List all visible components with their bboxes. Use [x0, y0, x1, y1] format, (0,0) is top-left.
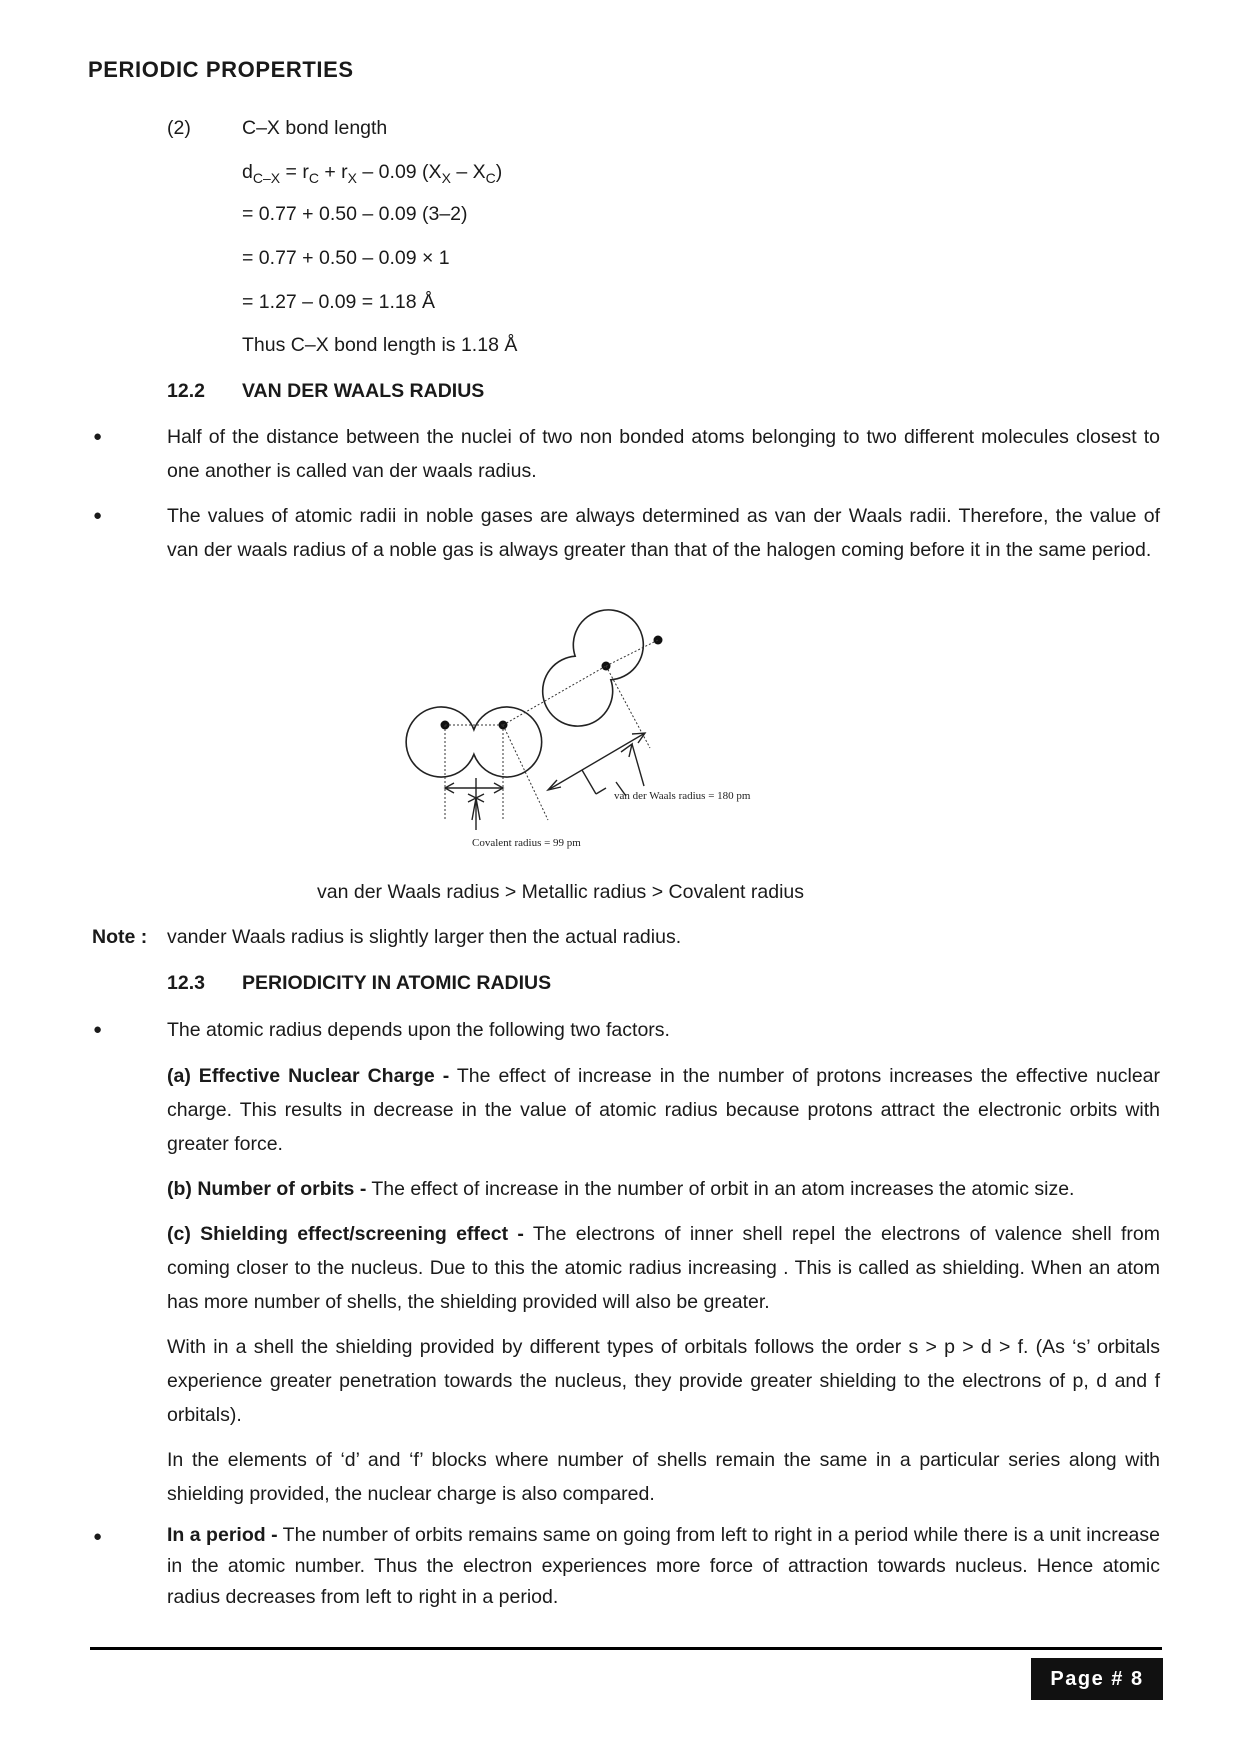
factor-b-paragraph: [167, 1172, 1160, 1206]
bullet-icon: ●: [93, 428, 103, 445]
note-label: Note :: [92, 926, 148, 948]
section-12-2-bullet-2: The values of atomic radii in noble gases are always determined as van der Waals radii. Therefore, the value of van der waals radius of a noble gas is always greater than that of the halogen coming before it in the same period.: [167, 505, 1160, 561]
factor-c-title: (c) Shielding effect/screening effect -: [167, 1223, 524, 1245]
calc-label-number: (2): [167, 117, 191, 139]
factor-b-title: (b) Number of orbits -: [167, 1178, 367, 1200]
section-12-2-bullet-1: Half of the distance between the nuclei of two non bonded atoms belonging to two different molecules closest to one another is called van der waals radius.: [167, 426, 1160, 482]
covalent-radius-label: Covalent radius = 99 pm: [472, 837, 581, 849]
factor-a-text: The effect of increase in the number of protons increases the effective nuclear charge. This results in decrease in the value of atomic radius because protons attract the electronic orbits with greater force.: [167, 1065, 1160, 1155]
shielding-order-paragraph: With in a shell the shielding provided by different types of orbitals follows the order s > p > d > f. (As ‘s’ orbitals experience greater penetration towards the nucleus, they provide greater shielding to the electrons of p, d and f orbitals).: [167, 1336, 1160, 1426]
footer-rule: [90, 1647, 1162, 1650]
factor-c-text: The electrons of inner shell repel the electrons of valence shell from coming closer to the nucleus. Due to this the atomic radius increasing . This is called as shielding. When an atom has more number of shells, the shielding provided will also be greater.: [167, 1223, 1160, 1313]
page-number-badge: Page # 8: [1031, 1658, 1163, 1700]
left-molecule-outline: [406, 707, 542, 777]
vdw-dimension-line: [548, 733, 645, 790]
in-a-period-paragraph: [167, 1520, 1160, 1613]
radius-comparison: van der Waals radius > Metallic radius > Covalent radius: [317, 881, 805, 903]
van-der-waals-diagram: [400, 598, 800, 858]
right-molecule-outline: [543, 610, 644, 726]
calc-step-2: = 0.77 + 0.50 – 0.09 × 1: [242, 247, 450, 269]
note-text: vander Waals radius is slightly larger then the actual radius.: [167, 926, 682, 948]
bullet-icon: ●: [93, 1021, 103, 1038]
in-a-period-title: In a period -: [167, 1524, 278, 1546]
section-12-2-title: VAN DER WAALS RADIUS: [242, 380, 485, 402]
calc-step-1: = 0.77 + 0.50 – 0.09 (3–2): [242, 203, 468, 225]
bullet-icon: ●: [93, 507, 103, 524]
d-f-block-paragraph: In the elements of ‘d’ and ‘f’ blocks where number of shells remain the same in a particular series along with shielding provided, the nuclear charge is also compared.: [167, 1449, 1160, 1505]
calc-label-text: C–X bond length: [242, 117, 388, 139]
calc-step-3: = 1.27 – 0.09 = 1.18 Å: [242, 291, 435, 313]
section-12-3-number: 12.3: [167, 972, 205, 994]
calc-conclusion: Thus C–X bond length is 1.18 Å: [242, 334, 518, 356]
factor-c-paragraph: [167, 1217, 1160, 1319]
in-a-period-text: The number of orbits remains same on going from left to right in a period while there is a unit increase in the atomic number. Thus the electron experiences more force of attraction towards nucleus. Hence atomic radius decreases from left to right in a period.: [167, 1524, 1160, 1608]
section-12-3-bullet-1: The atomic radius depends upon the following two factors.: [167, 1019, 670, 1041]
factor-a-paragraph: [167, 1059, 1160, 1161]
vdw-radius-label: van der Waals radius = 180 pm: [614, 790, 751, 802]
bullet-icon: ●: [93, 1528, 103, 1545]
page-header-title: PERIODIC PROPERTIES: [88, 57, 354, 82]
calc-formula: $d_{C-X} = r_C + r_X - 0.09$ $(X_X - X_C)$: [242, 161, 503, 186]
section-12-3-title: PERIODICITY IN ATOMIC RADIUS: [242, 972, 552, 994]
factor-b-text: The effect of increase in the number of orbit in an atom increases the atomic size.: [366, 1178, 1075, 1200]
factor-a-title: (a) Effective Nuclear Charge -: [167, 1065, 450, 1087]
nucleus-dot: [654, 636, 663, 645]
section-12-2-number: 12.2: [167, 380, 205, 402]
